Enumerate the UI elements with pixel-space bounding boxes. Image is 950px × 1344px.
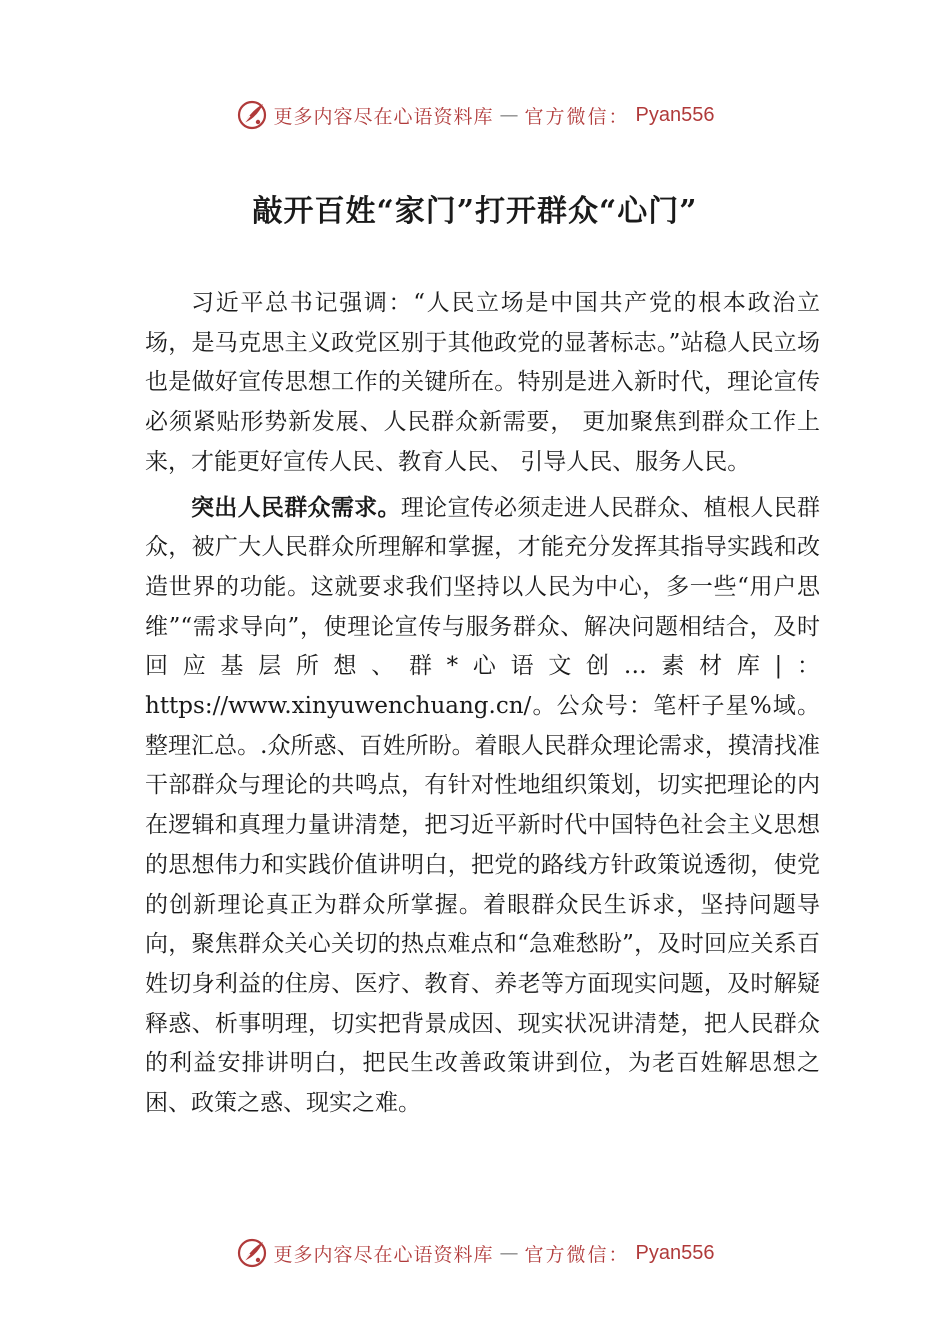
footer-banner	[0, 1233, 950, 1273]
paragraph-text: 习近平总书记强调：“人民立场是中国共产党的根本政治立场，是马克思主义政党区别于其他政党的显著标志。”站稳人民立场也是做好宣传思想工作的关键所在。特别是进入新时代，理论宣传必须紧贴形势新发展、人民群众新需要， 更加聚焦到群众工作上来，才能更好宣传人民、教育人民、 引导人民、服务人民。	[145, 290, 820, 475]
banner-separator: —	[499, 1242, 519, 1264]
banner-slogan: 更多内容尽在心语资料库	[273, 1243, 494, 1266]
paragraph-lead: 突出人民群众需求。	[191, 494, 401, 521]
document-title: 敲开百姓“家门”打开群众“心门”	[252, 194, 698, 229]
banner-wechat-label: 官方微信：	[524, 105, 630, 128]
banner-wechat-label: 官方微信：	[524, 1243, 630, 1266]
paragraph	[145, 284, 820, 483]
header-banner	[0, 95, 950, 135]
banner-separator: —	[499, 104, 519, 126]
document-body	[145, 284, 820, 1130]
banner-slogan: 更多内容尽在心语资料库	[273, 105, 494, 128]
banner-wechat-id: Pyan556	[635, 1241, 715, 1264]
paragraph	[145, 489, 820, 1124]
banner-wechat-id: Pyan556	[635, 103, 715, 126]
quill-pen-logo-icon	[236, 99, 268, 131]
paragraph-text: 理论宣传必须走进人民群众、植根人民群众，被广大人民群众所理解和掌握，才能充分发挥其指导实践和改造世界的功能。这就要求我们坚持以人民为中心，多一些“用户思维”“需求导向”，使理论宣传与服务群众、解决问题相结合，及时回应基层所想、群*心语文创…素材库|：https://www.xinyuwenchuang.cn/。公众号：笔杆子星%域。整理汇总。.众所惑、百姓所盼。着眼人民群众理论需求，摸清找准干部群众与理论的共鸣点，有针对性地组织策划，切实把理论的内在逻辑和真理力量讲清楚，把习近平新时代中国特色社会主义思想的思想伟力和实践价值讲明白，把党的路线方针政策说透彻，使党的创新理论真正为群众所掌握。着眼群众民生诉求，坚持问题导向，聚焦群众关心关切的热点难点和“急难愁盼”，及时回应关系百姓切身利益的住房、医疗、教育、养老等方面现实问题，及时解疑释惑、析事明理，切实把背景成因、现实状况讲清楚，把人民群众的利益安排讲明白，把民生改善政策讲到位，为老百姓解思想之困、政策之惑、现实之难。	[145, 494, 821, 1117]
quill-pen-logo-icon	[236, 1237, 268, 1269]
